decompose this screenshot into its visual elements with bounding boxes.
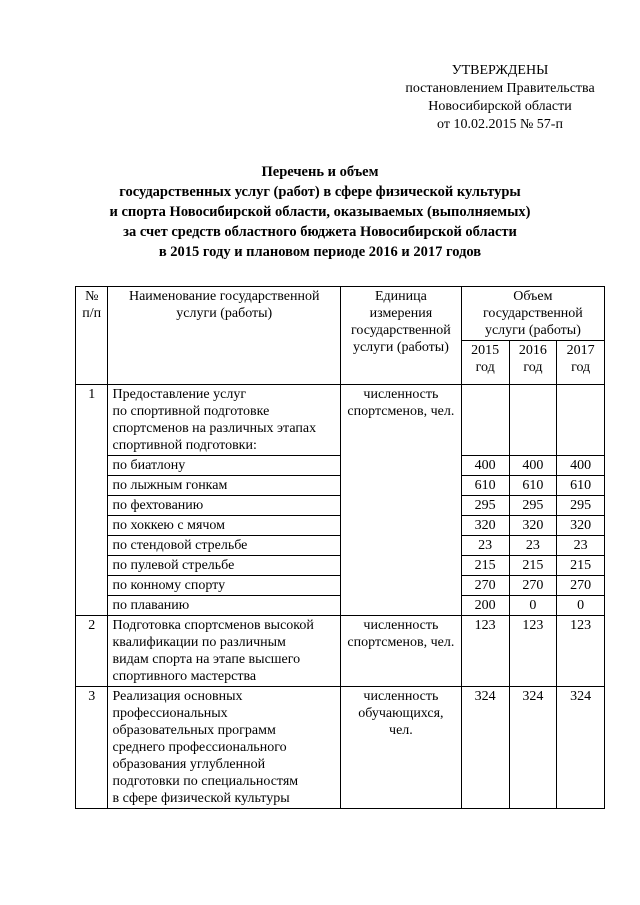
header-unit [341,287,462,385]
row-value [461,385,509,456]
header-text: год [523,360,543,375]
cell-text: подготовки по специальностям [112,774,299,789]
title-line: за счет средств областного бюджета Новосибирской области [123,224,517,240]
subrow-value-2016: 400 [509,456,557,476]
subrow-value-2016: 610 [509,476,557,496]
table-header-row [76,287,605,341]
row-value-2015: 324 [461,687,509,809]
cell-text: обучающихся, [358,706,444,721]
header-text: 2017 [566,343,595,358]
row-unit [341,616,462,687]
row-value-2016: 123 [509,616,557,687]
table-subrow [76,476,605,496]
row-number: 3 [76,687,108,809]
header-volume [461,287,604,341]
subrow-value-2015: 610 [461,476,509,496]
cell-text: чел. [389,723,413,738]
header-text: услуги (работы) [352,340,449,355]
header-text: п/п [82,306,102,321]
subrow-value-2016: 270 [509,576,557,596]
title-line: государственных услуг (работ) в сфере физической культуры [119,184,521,200]
subrow-value-2017: 295 [557,496,605,516]
subrow-name: по биатлону [108,456,341,476]
row-number: 1 [76,385,108,616]
subrow-value-2016: 320 [509,516,557,536]
subrow-value-2015: 200 [461,596,509,616]
header-year-2015 [461,341,509,385]
services-table [75,286,605,809]
cell-text: спортсменов, чел. [347,635,455,650]
header-num [76,287,108,385]
row-number: 2 [76,616,108,687]
subrow-name: по плаванию [108,596,341,616]
subrow-value-2017: 215 [557,556,605,576]
table-row [76,687,605,809]
row-value-2015: 123 [461,616,509,687]
subrow-value-2017: 320 [557,516,605,536]
subrow-name: по стендовой стрельбе [108,536,341,556]
row-value [509,385,557,456]
header-text: Объем [513,289,553,304]
row-name [108,616,341,687]
header-text: № [85,289,99,304]
cell-text: спортивной подготовки: [112,438,257,453]
header-text: измерения [369,306,433,321]
subrow-value-2017: 400 [557,456,605,476]
table-row [76,616,605,687]
row-value-2017: 123 [557,616,605,687]
cell-text: по спортивной подготовке [112,404,270,419]
title-line: Перечень и объем [261,164,379,180]
subrow-name: по хоккею с мячом [108,516,341,536]
subrow-name: по фехтованию [108,496,341,516]
cell-text: профессиональных [112,706,228,721]
header-year-2017 [557,341,605,385]
row-value-2017: 324 [557,687,605,809]
subrow-value-2016: 215 [509,556,557,576]
cell-text: Предоставление услуг [112,387,247,402]
cell-text: образования углубленной [112,757,266,772]
header-text: год [571,360,591,375]
row-name [108,687,341,809]
document-title [60,162,580,262]
table-subrow [76,536,605,556]
cell-text: спортсменов, чел. [347,404,455,419]
row-unit [341,687,462,809]
table-subrow [76,576,605,596]
subrow-value-2016: 23 [509,536,557,556]
subrow-value-2015: 270 [461,576,509,596]
subrow-value-2015: 215 [461,556,509,576]
table-row [76,385,605,456]
cell-text: квалификации по различным [112,635,286,650]
table-subrow [76,516,605,536]
subrow-value-2015: 23 [461,536,509,556]
subrow-value-2015: 295 [461,496,509,516]
subrow-name: по пулевой стрельбе [108,556,341,576]
cell-text: видам спорта на этапе высшего [112,652,301,667]
table-subrow [76,556,605,576]
row-value-2016: 324 [509,687,557,809]
subrow-value-2015: 400 [461,456,509,476]
table-subrow [76,596,605,616]
cell-text: численность [363,689,439,704]
table-subrow [76,456,605,476]
header-text: услуги (работы) [484,323,581,338]
header-text: 2015 [471,343,500,358]
approval-stamp [395,62,605,134]
approval-line: Новосибирской области [428,99,572,114]
title-line: в 2015 году и плановом периоде 2016 и 2017 годов [158,244,482,260]
subrow-name: по конному спорту [108,576,341,596]
header-name [108,287,341,385]
cell-text: численность [363,618,439,633]
row-unit [341,385,462,616]
cell-text: численность [363,387,439,402]
cell-text: образовательных программ [112,723,276,738]
subrow-value-2017: 270 [557,576,605,596]
row-name [108,385,341,456]
subrow-value-2016: 0 [509,596,557,616]
cell-text: спортивного мастерства [112,669,257,684]
cell-text: в сфере физической культуры [112,791,290,806]
header-text: государственной [351,323,451,338]
header-text: государственной [483,306,583,321]
subrow-name: по лыжным гонкам [108,476,341,496]
approval-date: от 10.02.2015 № 57-п [437,117,563,132]
subrow-value-2017: 610 [557,476,605,496]
header-text: Наименование государственной [128,289,320,304]
title-line: и спорта Новосибирской области, оказываемых (выполняемых) [109,204,531,220]
header-year-2016 [509,341,557,385]
header-text: 2016 [518,343,547,358]
approval-heading: УТВЕРЖДЕНЫ [451,63,549,78]
cell-text: Реализация основных [112,689,243,704]
subrow-value-2017: 23 [557,536,605,556]
subrow-value-2015: 320 [461,516,509,536]
row-value [557,385,605,456]
table-subrow [76,496,605,516]
cell-text: среднего профессионального [112,740,287,755]
header-text: услуги (работы) [176,306,273,321]
cell-text: Подготовка спортсменов высокой [112,618,314,633]
approval-line: постановлением Правительства [405,81,595,96]
cell-text: спортсменов на различных этапах [112,421,317,436]
header-text: Единица [374,289,427,304]
subrow-value-2016: 295 [509,496,557,516]
subrow-value-2017: 0 [557,596,605,616]
header-text: год [475,360,495,375]
